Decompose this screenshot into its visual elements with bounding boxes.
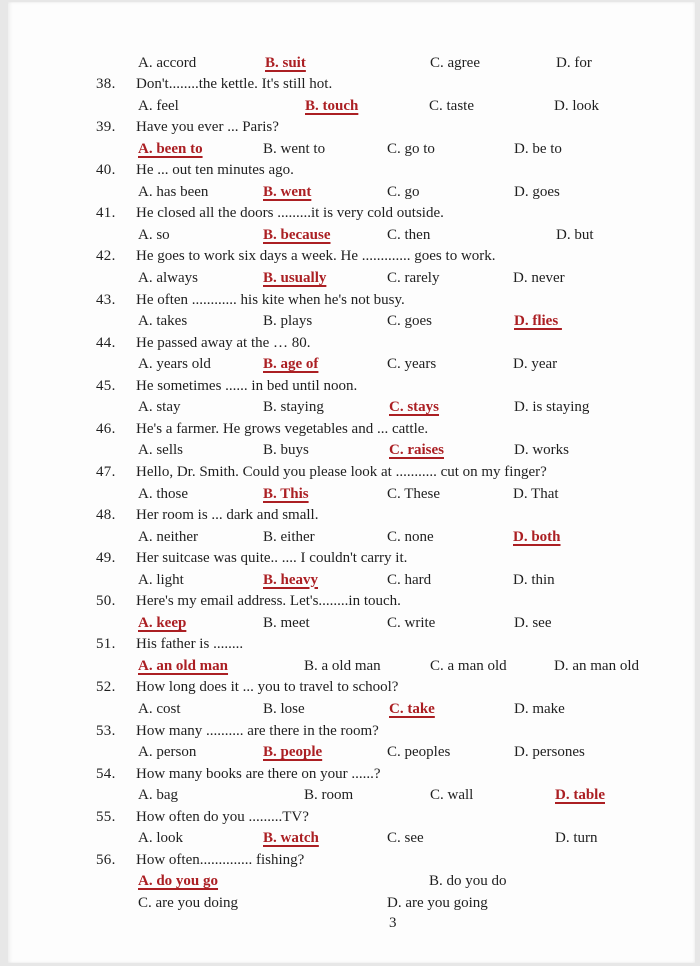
answer-option: C. are you doing (138, 894, 238, 911)
answer-option: C. taste (429, 97, 474, 114)
answer-option: D. persones (514, 744, 585, 761)
question-number: 51. (96, 636, 116, 653)
answer-option: A. person (138, 744, 197, 761)
answer-option: A. those (138, 485, 188, 502)
question-row (8, 850, 695, 872)
question-row (8, 290, 695, 312)
question-row (8, 246, 695, 268)
correct-answer-option: B. because (263, 226, 331, 243)
answer-option: B. plays (263, 313, 313, 330)
answer-option: D. goes (514, 183, 560, 200)
answer-option: A. bag (138, 787, 178, 804)
correct-answer-option: B. heavy (263, 571, 319, 588)
question-row (8, 591, 695, 613)
answer-option: C. write (387, 614, 436, 631)
question-stem: He passed away at the … 80. (136, 334, 311, 351)
answer-option: D. be to (514, 140, 562, 157)
options-row (8, 440, 695, 462)
answer-option: A. accord (138, 54, 197, 71)
question-row (8, 764, 695, 786)
answer-option: D. turn (555, 830, 598, 847)
answer-option: A. neither (138, 528, 198, 545)
answer-option: D. works (514, 442, 569, 459)
answer-option: A. sells (138, 442, 183, 459)
question-stem: His father is ........ (136, 636, 244, 653)
answer-option: D. are you going (387, 894, 488, 911)
correct-answer-option: D. table (555, 787, 605, 804)
answer-option: C. years (387, 356, 437, 373)
question-number: 43. (96, 291, 116, 308)
correct-answer-option: B. suit (265, 54, 306, 71)
question-stem: Have you ever ... Paris? (136, 119, 279, 136)
options-row (8, 785, 695, 807)
correct-answer-option: B. went (263, 183, 312, 200)
question-row (8, 548, 695, 570)
question-stem: How many .......... are there in the room? (136, 722, 379, 739)
answer-option: B. buys (263, 442, 309, 459)
question-row (8, 634, 695, 656)
answer-option: D. but (556, 226, 594, 243)
question-row (8, 333, 695, 355)
answer-option: B. staying (263, 399, 324, 416)
answer-option: A. has been (138, 183, 209, 200)
options-row (8, 656, 695, 678)
correct-answer-option: A. do you go (138, 873, 219, 890)
correct-answer-option: C. raises (389, 442, 444, 459)
question-row (8, 807, 695, 829)
question-row (8, 376, 695, 398)
question-number: 45. (96, 377, 116, 394)
question-stem: Don't........the kettle. It's still hot. (136, 76, 333, 93)
question-row (8, 419, 695, 441)
question-number: 46. (96, 420, 116, 437)
options-row (8, 570, 695, 592)
options-row (8, 182, 695, 204)
answer-option: D. year (513, 356, 558, 373)
correct-answer-option: B. usually (263, 270, 327, 286)
options-row (8, 613, 695, 635)
document-page (8, 2, 695, 963)
answer-option: D. thin (513, 571, 555, 588)
question-number: 40. (96, 162, 116, 179)
correct-answer-option: B. touch (305, 97, 359, 114)
answer-option: C. hard (387, 571, 432, 588)
answer-option: D. an man old (554, 657, 639, 674)
question-stem: Her suitcase was quite.. .... I couldn't carry it. (136, 550, 408, 567)
answer-option: A. takes (138, 313, 188, 330)
question-number: 39. (96, 119, 116, 136)
answer-option: A. cost (138, 701, 181, 717)
question-row (8, 721, 695, 743)
correct-answer-option: D. both (513, 528, 561, 545)
question-stem: Here's my email address. Let's........in touch. (136, 593, 401, 610)
question-stem: He goes to work six days a week. He ............. goes to work. (136, 248, 496, 265)
question-stem: He sometimes ...... in bed until noon. (136, 377, 358, 394)
options-row (8, 96, 695, 118)
answer-option: B. meet (263, 614, 310, 631)
answer-option: C. peoples (387, 744, 451, 761)
correct-answer-option: A. keep (138, 614, 187, 631)
question-number: 49. (96, 550, 116, 567)
answer-option: C. goes (387, 313, 432, 330)
question-row (8, 117, 695, 139)
answer-option: D. see (514, 614, 552, 631)
options-row (8, 397, 695, 419)
answer-option: C. see (387, 830, 424, 847)
answer-option: C. go (387, 183, 420, 200)
answer-option: A. years old (138, 356, 211, 373)
question-number: 56. (96, 851, 116, 868)
options-row (8, 893, 695, 915)
answer-option: C. These (387, 485, 441, 502)
answer-option: B. lose (263, 701, 305, 717)
correct-answer-option: C. take (389, 701, 435, 717)
options-row (8, 484, 695, 506)
answer-option: D. for (556, 54, 592, 71)
question-number: 52. (96, 679, 116, 696)
answer-option: A. look (138, 830, 183, 847)
answer-option: C. then (387, 226, 431, 243)
correct-answer-option: B. age of (263, 356, 319, 373)
question-row (8, 505, 695, 527)
question-row (8, 160, 695, 182)
answer-option: D. never (513, 270, 565, 286)
question-number: 41. (96, 205, 116, 222)
options-row (8, 828, 695, 850)
answer-option: C. a man old (430, 657, 507, 674)
answer-option: C. agree (430, 54, 480, 71)
question-row (8, 462, 695, 484)
question-stem: He often ............ his kite when he's not busy. (136, 291, 405, 308)
options-row (8, 871, 695, 893)
question-number: 53. (96, 722, 116, 739)
question-number: 50. (96, 593, 116, 610)
answer-option: A. feel (138, 97, 179, 114)
question-stem: How long does it ... you to travel to school? (136, 679, 399, 696)
answer-option: A. light (138, 571, 184, 588)
answer-option: B. went to (263, 140, 326, 157)
options-row (8, 311, 695, 333)
question-row (8, 203, 695, 225)
correct-answer-option: C. stays (389, 399, 440, 416)
answer-option: C. go to (387, 140, 435, 157)
question-number: 47. (96, 463, 116, 480)
question-stem: How many books are there on your ......? (136, 765, 381, 782)
correct-answer-option: B. people (263, 744, 323, 761)
answer-option: D. look (554, 97, 599, 114)
question-number: 42. (96, 248, 116, 265)
question-row (8, 677, 695, 699)
question-stem: How often.............. fishing? (136, 851, 305, 868)
question-stem: How often do you .........TV? (136, 808, 309, 825)
question-number: 48. (96, 507, 116, 524)
correct-answer-option: A. been to (138, 140, 203, 157)
question-number: 55. (96, 808, 116, 825)
question-stem: He's a farmer. He grows vegetables and ... cattle. (136, 420, 429, 437)
options-row (8, 268, 695, 290)
answer-option: B. a old man (304, 657, 381, 674)
options-row (8, 354, 695, 376)
answer-option: C. rarely (387, 270, 440, 286)
correct-answer-option: D. flies (514, 313, 562, 330)
options-row (8, 742, 695, 764)
answer-option: C. wall (430, 787, 474, 804)
question-stem: Her room is ... dark and small. (136, 507, 319, 524)
correct-answer-option: A. an old man (138, 657, 229, 674)
answer-option: D. is staying (514, 399, 590, 416)
options-row (8, 225, 695, 247)
question-list (8, 2, 695, 963)
correct-answer-option: B. This (263, 485, 309, 502)
answer-option: A. so (138, 226, 170, 243)
question-stem: He closed all the doors .........it is very cold outside. (136, 205, 444, 222)
options-row (8, 139, 695, 161)
answer-option: B. either (263, 528, 315, 545)
answer-option: A. always (138, 270, 198, 286)
options-row (8, 527, 695, 549)
correct-answer-option: B. watch (263, 830, 319, 847)
question-number: 44. (96, 334, 116, 351)
answer-option: B. room (304, 787, 354, 804)
answer-option: A. stay (138, 399, 181, 416)
question-stem: He ... out ten minutes ago. (136, 162, 294, 179)
answer-option: C. none (387, 528, 434, 545)
options-row (8, 699, 695, 721)
page-number: 3 (389, 914, 397, 931)
question-row (8, 74, 695, 96)
answer-option: D. make (514, 701, 565, 717)
answer-option: D. That (513, 485, 559, 502)
question-stem: Hello, Dr. Smith. Could you please look at ........... cut on my finger? (136, 463, 547, 480)
answer-option: B. do you do (429, 873, 507, 890)
question-number: 54. (96, 765, 116, 782)
question-number: 38. (96, 76, 116, 93)
options-row (8, 53, 695, 75)
